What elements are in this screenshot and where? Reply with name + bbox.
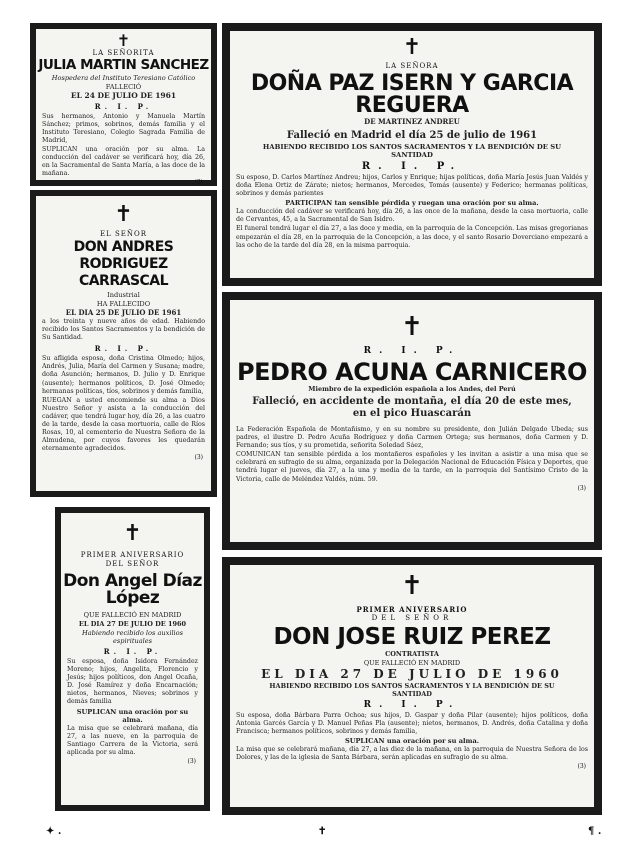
rip: R. I. P. — [361, 161, 463, 172]
mourners-text: La Federación Española de Montañismo, y en su nombre su presidente, don Julián Delgado Ubeda; sus padres, el ilustre D. Pedro Acuña Rodríguez y doña Carmen Ortega; sus hermanos, doña Carmen y D. Fernando; sus tíos, y su prometida, señorita Soledad Sáez, — [236, 426, 588, 450]
ref-number: (3) — [194, 454, 203, 462]
anniversary-label: PRIMER ANIVERSARIO — [356, 605, 468, 614]
died-label: QUE FALLECIÓ EN MADRID — [363, 659, 461, 667]
deceased-name: JULIA MARTIN SANCHEZ — [38, 57, 209, 73]
mourners-text: Sus hermanos, Antonio y Manuela Martín Sánchez; primos, sobrinos, demás familia y el Instituto Teresiano, Colegio Sagrada Familia de Madrid, — [42, 112, 205, 144]
page-footer — [0, 824, 620, 843]
mourners-text: Su esposa, doña Bárbara Parra Ochoa; sus hijos, D. Gaspar y doña Pilar (ausente); hijos políticos, doña Antonia Garcés García y D. Manuel Peñas Pla (ausente); nietos, hermanos, D. Andrés, doña Catalina y doña Francisca; hermanos políticos, sobrinos y demás familia, — [236, 712, 588, 736]
deceased-name: DON ANDRES RODRIGUEZ CARRASCAL — [73, 239, 174, 289]
sacraments: HABIENDO RECIBIDO LOS SANTOS SACRAMENTOS Y LA BENDICIÓN DE SU SANTIDAD — [262, 143, 562, 159]
funeral-procession: La conducción del cadáver se verificará hoy, día 26, a las once de la mañana, desde la casa mortuoria, calle de Cervantes, 45, a la Sacramental de San Isidro. — [236, 208, 588, 224]
honorific: DEL SEÑOR — [105, 560, 160, 568]
deceased-name: DOÑA PAZ ISERN Y GARCIA REGUERA — [250, 71, 574, 118]
mourners-text: Su afligida esposa, doña Cristina Olmedo; hijos, Andrés, Julia, María del Carmen y Susana; madre, doña Asunción; hermanos, D. Julio y D. Enrique (ausente); hermanos políticos, D. José Olmedo; hermanas políticas, tíos, sobrinos y demás familia, — [42, 355, 205, 395]
cross-icon: ✝ — [401, 571, 423, 601]
age-sacraments: a los treinta y nueve años de edad. Habiendo recibido los Santos Sacramentos y la bendición de Su Santidad. — [42, 318, 205, 342]
sacraments: HABIENDO RECIBIDO LOS SANTOS SACRAMENTOS Y LA BENDICIÓN DE SU SANTIDAD — [269, 682, 555, 698]
request-text: RUEGAN a usted encomiende su alma a Dios Nuestro Señor y asista a la conducción del cadáver, que tendrá lugar hoy, día 26, a las cuatro de la tarde, desde la casa mortuoria, calle de Ríos Rosas, 10, al cementerio de Nuestra Señora de la Almudena, por cuyos favores les quedarán eternamente agradecidos. — [42, 396, 205, 453]
deceased-name: DON JOSE RUIZ PEREZ — [273, 624, 551, 650]
anniversary-label: PRIMER ANIVERSARIO — [80, 551, 185, 559]
cross-icon: ✝ — [123, 521, 142, 546]
ref-number: (3) — [577, 763, 586, 771]
role: Miembro de la expedición española a los Andes, del Perú — [308, 385, 516, 393]
mass-text: La misa que se celebrará mañana, día 27, a las nueve, en la parroquia de Santiago Carrera de la Victoria, será aplicada por su alma. — [67, 724, 198, 756]
honorific: LA SEÑORA — [385, 62, 439, 70]
death-date: EL DIA 27 DE JULIO DE 1960 — [78, 620, 187, 628]
obituary-andres-rodriguez — [30, 190, 217, 497]
rip: R. I. P. — [94, 344, 153, 354]
died-label: HA FALLECIDO — [96, 300, 151, 308]
death-date: EL DIA 27 DE JULIO DE 1960 — [261, 667, 563, 681]
cross-icon: ✝ — [116, 31, 131, 50]
footer-mark-mid: ✝ — [318, 826, 327, 837]
footer-mark-right: ¶ . — [588, 826, 602, 837]
occupation: CONTRATISTA — [385, 650, 439, 658]
cross-icon: ✝ — [401, 312, 423, 342]
rip: R. I. P. — [94, 101, 153, 111]
honorific: LA SEÑORITA — [92, 49, 155, 57]
married-name: DE MARTINEZ ANDREU — [364, 117, 460, 126]
died-label: FALLECIÓ — [105, 82, 142, 91]
ref-number: (3) — [194, 179, 203, 187]
funeral-mass: El funeral tendrá lugar el día 27, a las doce y media, en la parroquia de la Concepción. Las misas gregorianas empezarán el día 28, en la parroquia de la Concepción, a las doce, y el santo Rosario Doverciano empezará a las ocho de la tarde del día 28, en la misma parroquia. — [236, 225, 588, 249]
died-label: QUE FALLECIÓ EN MADRID — [83, 611, 182, 619]
cross-icon: ✝ — [114, 202, 133, 227]
request-text: SUPLICAN una oración por su alma. — [344, 737, 480, 746]
obituary-angel-diaz — [55, 507, 210, 811]
deceased-name-line2: López — [105, 588, 160, 608]
death-notice: Falleció, en accidente de montaña, el día 20 de este mes, en el pico Huascarán — [252, 396, 572, 419]
deceased-name-line1: Don Angel Díaz — [63, 571, 202, 591]
honorific: DEL SEÑOR — [371, 614, 453, 622]
mourners-text: Su esposo, D. Carlos Martínez Andreu; hijos, Carlos y Enrique; hijas políticas, doña María Jesús Juan Valdés y doña Elena Ortiz de Zárate; nietos; hermanos, Mercedes, Tomás (ausente) y Federico; hermanas políticas, sobrinos y demás parientes — [236, 174, 588, 198]
honorific: EL SEÑOR — [99, 230, 148, 238]
sacraments: Habiendo recibido los auxilios espirituales — [81, 629, 184, 645]
communicate-text: COMUNICAN tan sensible pérdida a los montañeros españoles y les invitan a asistir a una misa que se celebrará en sufragio de su alma, organizada por la Delegación Nacional de Educación Física y Deportes, que tendrá lugar el jueves, día 27, a la una y media de la tarde, en la parroquia del Santísimo Cristo de la Victoria, calle de Meléndez Valdés, núm. 59. — [236, 451, 588, 483]
participate-text: PARTICIPAN tan sensible pérdida y ruegan una oración por su alma. — [285, 199, 539, 208]
rip: R. I. P. — [103, 647, 162, 656]
death-date: EL 24 DE JULIO DE 1961 — [70, 90, 177, 100]
obituary-jose-ruiz — [222, 557, 602, 815]
rip: R. I. P. — [363, 700, 461, 710]
deceased-name: PEDRO ACUNA CARNICERO — [237, 358, 587, 386]
request-text: SUPLICAN una oración por su alma. La conducción del cadáver se verificará hoy, día 26, en la Sacramental de Santa María, a las doce de la mañana. — [42, 145, 205, 178]
ref-number: (3) — [187, 757, 196, 765]
death-date: EL DIA 25 DE JULIO DE 1961 — [65, 308, 182, 317]
obituary-julia-martin — [30, 23, 217, 186]
cross-icon: ✝ — [402, 35, 422, 60]
mourners-text: Su esposa, doña Isidora Fernández Moreno; hijos, Angelita, Florencio y Jesús; hijos políticos, don Angel Ocaña, D. José Ramírez y doña Encarnación; nietos, hermanos, Nieves; sobrinos y demás familia — [67, 658, 198, 706]
request-text: SUPLICAN una oración por su alma. — [76, 707, 189, 724]
occupation: Hospedera del Instituto Teresiano Católico — [51, 73, 196, 82]
obituary-paz-isern — [222, 23, 602, 286]
rip: R. I. P. — [363, 346, 461, 356]
death-notice: Falleció en Madrid el día 25 de julio de 1961 — [286, 130, 538, 141]
ref-number: (3) — [577, 484, 586, 492]
mass-text: La misa que se celebrará mañana, día 27, a las diez de la mañana, en la parroquia de Nuestra Señora de los Dolores, y las de la iglesia de Santa Bárbara, serán aplicadas en sufragio de su alma. — [236, 746, 588, 762]
footer-mark-left: ✦ . — [46, 826, 62, 837]
occupation: Industrial — [107, 291, 140, 299]
obituary-pedro-acuna — [222, 292, 602, 550]
